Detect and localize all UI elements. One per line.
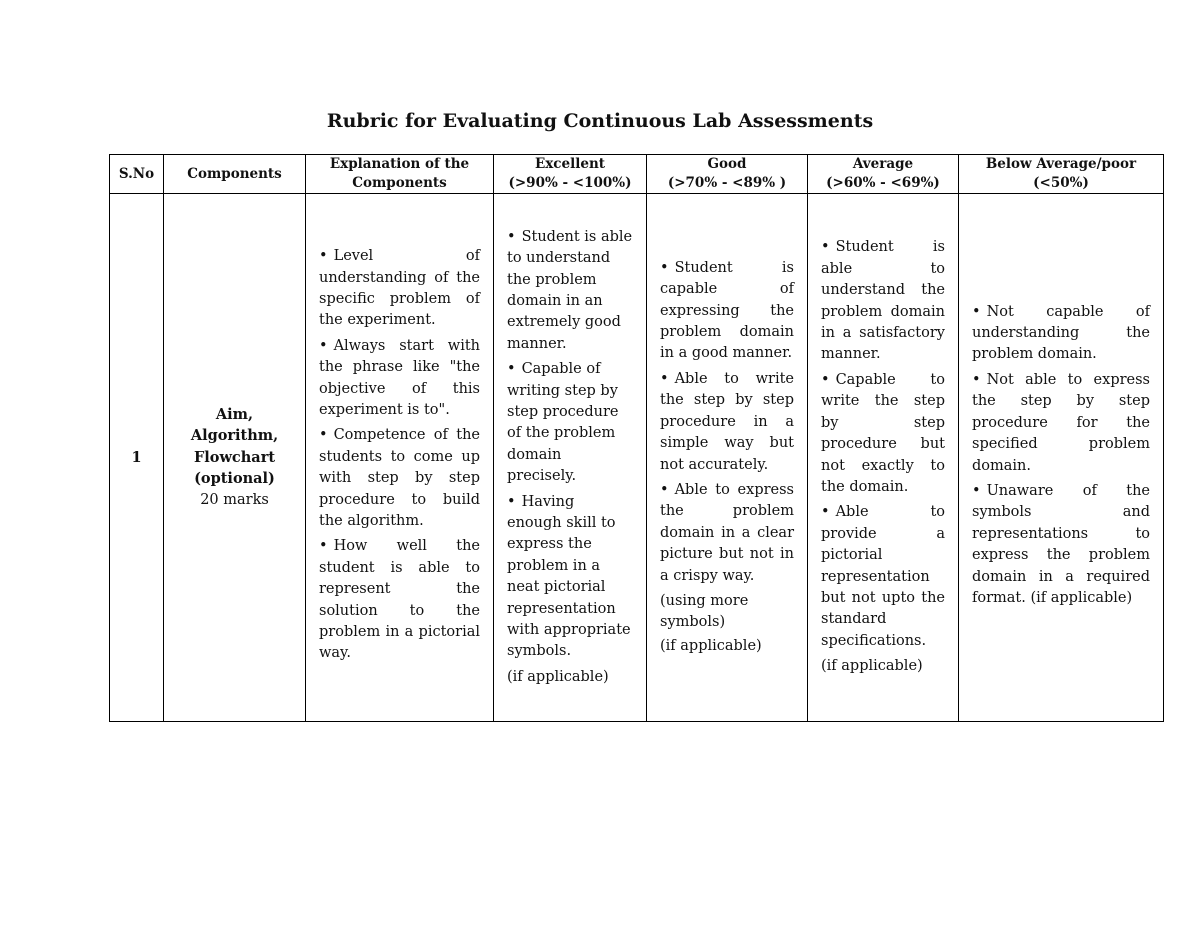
cell-below-average <box>959 194 1164 722</box>
below-average-list <box>972 302 1150 610</box>
cell-explanation <box>306 194 494 722</box>
list-item <box>972 370 1150 477</box>
bullet-icon: • <box>507 493 516 510</box>
list-item-text: Capable of writing step by step procedure of the problem domain precisely. <box>507 361 619 485</box>
bullet-icon: • <box>972 303 981 320</box>
header-below-average <box>959 155 1164 194</box>
table-row <box>110 194 1164 722</box>
cell-sno: 1 <box>110 194 164 722</box>
header-sno <box>110 155 164 194</box>
list-item <box>507 359 633 487</box>
list-item-text: Student is capable of expressing the problem domain in a good manner. <box>660 259 794 362</box>
header-good <box>647 155 808 194</box>
bullet-icon: • <box>972 371 981 388</box>
header-row <box>110 155 1164 194</box>
list-item <box>821 502 945 652</box>
header-label: Average <box>852 156 914 172</box>
good-note: (using more symbols) <box>660 592 749 631</box>
list-item-text: Able to provide a pictorial representation but not upto the standard specifications. <box>821 504 945 649</box>
average-note: (if applicable) <box>821 658 923 675</box>
header-sublabel: (>60% - <69%) <box>826 175 940 191</box>
list-item <box>972 481 1150 609</box>
list-item <box>660 369 794 476</box>
list-item-text: How well the student is able to represent the solution to the problem in a pictorial way. <box>319 538 480 662</box>
list-item <box>507 227 633 355</box>
bullet-icon: • <box>319 337 328 354</box>
header-excellent <box>494 155 647 194</box>
list-item-text: Student is able to understand the problem domain in a satisfactory manner. <box>821 239 945 363</box>
header-average <box>808 155 959 194</box>
list-item <box>507 492 633 663</box>
explanation-list <box>319 246 480 665</box>
list-item-text: Capable to write the step by step procedure but not exactly to the domain. <box>821 371 945 495</box>
list-item <box>821 370 945 498</box>
header-label: S.No <box>118 165 155 182</box>
list-item-text: Unaware of the symbols and representations to express the problem domain in a required format. (if applicable) <box>972 482 1150 606</box>
component-marks: 20 marks <box>200 491 269 508</box>
list-item-text: Level of understanding of the specific problem of the experiment. <box>319 248 480 329</box>
bullet-icon: • <box>821 504 830 521</box>
cell-good <box>647 194 808 722</box>
rubric-table <box>109 154 1164 722</box>
bullet-icon: • <box>319 538 328 555</box>
list-item <box>660 480 794 587</box>
bullet-icon: • <box>660 259 669 276</box>
header-sublabel: (>70% - <89% ) <box>667 175 787 191</box>
cell-excellent <box>494 194 647 722</box>
list-item-text: Always start with the phrase like "the objective of this experiment is to". <box>319 337 480 418</box>
header-components <box>164 155 306 194</box>
bullet-icon: • <box>507 228 516 245</box>
bullet-icon: • <box>972 482 981 499</box>
average-list <box>821 237 945 652</box>
list-item-text: Not capable of understanding the problem domain. <box>972 303 1150 363</box>
good-note: (if applicable) <box>660 637 762 654</box>
list-item-text: Able to write the step by step procedure in a simple way but not accurately. <box>660 370 794 473</box>
list-item-text: Able to express the problem domain in a clear picture but not in a crispy way. <box>660 481 794 584</box>
bullet-icon: • <box>660 370 669 387</box>
list-item <box>821 237 945 365</box>
list-item-text: Having enough skill to express the problem in a neat pictorial representation with appropriate symbols. <box>507 493 631 660</box>
list-item-text: Competence of the students to come up with step by step procedure to build the algorithm. <box>319 427 480 530</box>
header-label: Below Average/poor <box>985 156 1137 172</box>
list-item <box>319 246 480 332</box>
list-item <box>319 536 480 664</box>
header-label: Excellent <box>534 156 606 172</box>
good-list <box>660 258 794 587</box>
bullet-icon: • <box>821 239 830 256</box>
page-title: Rubric for Evaluating Continuous Lab Assessments <box>326 110 874 132</box>
component-name: Aim, Algorithm, Flowchart (optional) <box>190 405 279 488</box>
header-label: Components <box>187 165 282 182</box>
header-sublabel: Components <box>352 175 447 191</box>
list-item <box>319 336 480 422</box>
bullet-icon: • <box>507 361 516 378</box>
list-item <box>319 425 480 532</box>
cell-average <box>808 194 959 722</box>
header-label: Explanation of the <box>329 156 470 172</box>
bullet-icon: • <box>319 248 328 265</box>
cell-component <box>164 194 306 722</box>
header-label: Good <box>707 156 747 172</box>
list-item <box>660 258 794 365</box>
excellent-note: (if applicable) <box>507 668 609 685</box>
header-sublabel: (>90% - <100%) <box>508 175 632 191</box>
list-item-text: Not able to express the step by step procedure for the specified problem domain. <box>972 371 1150 474</box>
list-item-text: Student is able to understand the problem domain in an extremely good manner. <box>507 228 633 352</box>
header-explanation <box>306 155 494 194</box>
bullet-icon: • <box>660 481 669 498</box>
bullet-icon: • <box>821 371 830 388</box>
list-item <box>972 302 1150 366</box>
header-sublabel: (<50%) <box>1033 175 1089 191</box>
bullet-icon: • <box>319 427 328 444</box>
excellent-list <box>507 227 633 663</box>
